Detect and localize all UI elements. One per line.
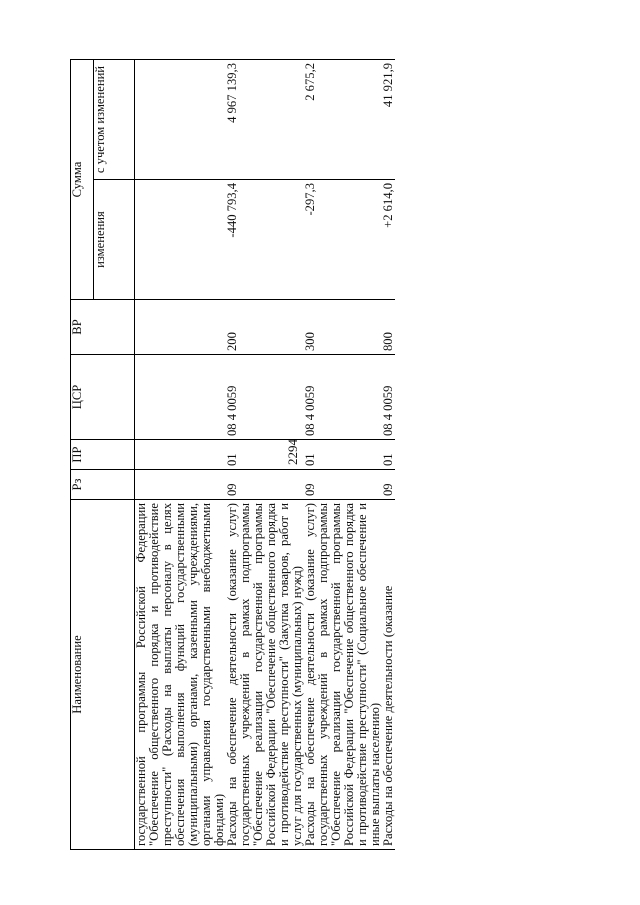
row-csr	[135, 355, 227, 440]
header-sum: Сумма	[71, 59, 94, 299]
row-vr: 200	[226, 300, 304, 355]
page-number: 2294	[285, 439, 300, 465]
row-rz: 09	[304, 470, 382, 500]
row-total: 2 675,2	[304, 59, 382, 179]
row-csr: 08 4 0059	[382, 355, 395, 440]
row-rz: 09	[226, 470, 304, 500]
table-row	[135, 59, 227, 849]
row-name: Расходы на обеспечение деятельности (оказание услуг) государственных учреждений в рамках подпрограммы "Обеспечение реализации государственной программы Российской Федерации "Обеспечение общественного порядка и противодействие преступности" (Закупка товаров, работ и услуг для государственных (муниципальных) нужд)	[226, 500, 304, 850]
row-rz: 09	[382, 470, 395, 500]
row-vr: 300	[304, 300, 382, 355]
rotated-page-content	[70, 60, 618, 850]
table-row	[382, 59, 395, 849]
row-csr: 08 4 0059	[304, 355, 382, 440]
row-pr	[135, 440, 227, 470]
row-change: +2 614,0	[382, 180, 395, 300]
header-csr: ЦСР	[71, 355, 135, 440]
row-total: 41 921,9	[382, 59, 395, 179]
row-change	[135, 180, 227, 300]
row-pr: 01	[304, 440, 382, 470]
row-name: Расходы на обеспечение деятельности (оказание	[382, 500, 395, 850]
header-total: с учетом изменений	[94, 59, 135, 179]
header-name: Наименование	[71, 500, 135, 850]
row-vr	[135, 300, 227, 355]
row-change: -297,3	[304, 180, 382, 300]
header-rz: Рз	[71, 470, 135, 500]
table-header	[71, 59, 135, 849]
row-vr: 800	[382, 300, 395, 355]
budget-table	[70, 59, 395, 850]
row-rz	[135, 470, 227, 500]
header-vr: ВР	[71, 300, 135, 355]
row-change: -440 793,4	[226, 180, 304, 300]
row-name: государственной программы Российской Федерации "Обеспечение общественного порядка и противодействие преступности" (Расходы на выплаты персоналу в целях обеспечения выполнения функций государственными (муниципальными) органами, казенными учреждениями, органами управления государственными внебюджетными фондами)	[135, 500, 227, 850]
row-total: 4 967 139,3	[226, 59, 304, 179]
header-change: изменения	[94, 180, 135, 300]
row-total	[135, 59, 227, 179]
table-row	[304, 59, 382, 849]
row-pr: 01	[382, 440, 395, 470]
header-pr: ПР	[71, 440, 135, 470]
table-row	[226, 59, 304, 849]
row-name: Расходы на обеспечение деятельности (оказание услуг) государственных учреждений в рамках подпрограммы "Обеспечение реализации государственной программы Российской Федерации "Обеспечение общественного порядка и противодействие преступности" (Социальное обеспечение и иные выплаты населению)	[304, 500, 382, 850]
row-csr: 08 4 0059	[226, 355, 304, 440]
row-pr: 01	[226, 440, 304, 470]
